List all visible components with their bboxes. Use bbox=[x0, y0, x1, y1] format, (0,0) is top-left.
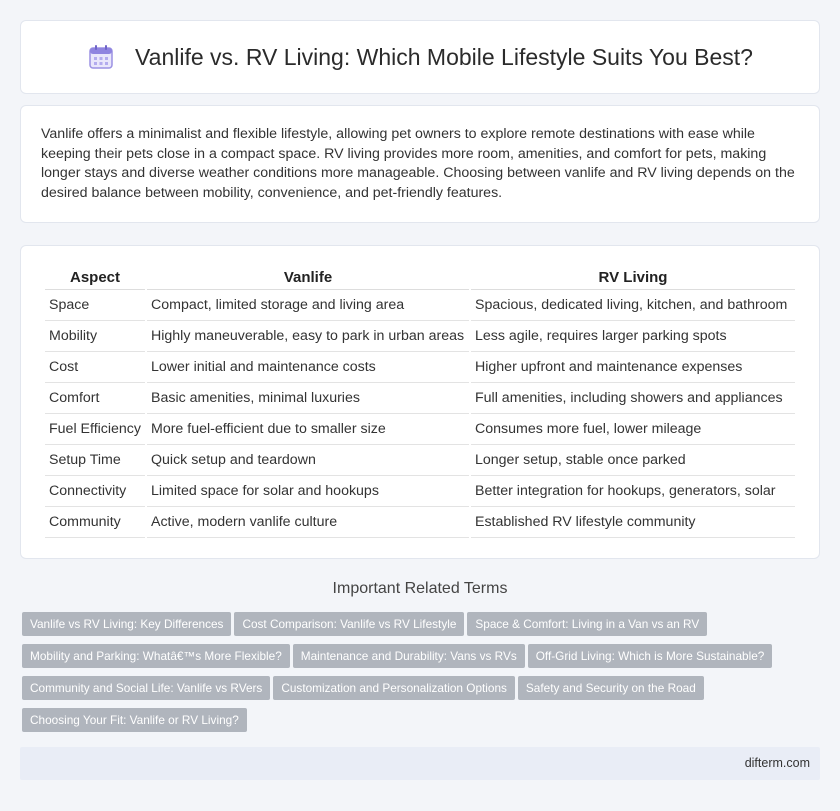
table-row bbox=[45, 352, 795, 383]
cell-rv-living: Established RV lifestyle community bbox=[471, 507, 795, 538]
cell-rv-living: Spacious, dedicated living, kitchen, and bathroom bbox=[471, 290, 795, 321]
table-row bbox=[45, 321, 795, 352]
cell-vanlife: More fuel-efficient due to smaller size bbox=[147, 414, 469, 445]
intro-card bbox=[20, 105, 820, 223]
cell-vanlife: Quick setup and teardown bbox=[147, 445, 469, 476]
table-row bbox=[45, 383, 795, 414]
related-term-tag[interactable]: Space & Comfort: Living in a Van vs an RV bbox=[467, 612, 707, 636]
related-terms-title: Important Related Terms bbox=[332, 580, 508, 597]
related-term-tag[interactable]: Safety and Security on the Road bbox=[518, 676, 704, 700]
related-terms-list bbox=[22, 612, 822, 740]
column-header-vanlife: Vanlife bbox=[147, 264, 469, 290]
cell-rv-living: Consumes more fuel, lower mileage bbox=[471, 414, 795, 445]
related-term-tag[interactable]: Off-Grid Living: Which is More Sustainable? bbox=[528, 644, 773, 668]
table-row bbox=[45, 507, 795, 538]
cell-rv-living: Higher upfront and maintenance expenses bbox=[471, 352, 795, 383]
cell-aspect: Comfort bbox=[45, 383, 145, 414]
table-row bbox=[45, 445, 795, 476]
intro-text: Vanlife offers a minimalist and flexible lifestyle, allowing pet owners to explore remote destinations with ease while keeping their pets close in a compact space. RV living provides more room, amenities, and comfort for pets, making longer stays and diverse weather conditions more manageable. Choosing between vanlife and RV living depends on the desired balance between mobility, convenience, and pet-friendly features. bbox=[41, 126, 795, 201]
cell-vanlife: Limited space for solar and hookups bbox=[147, 476, 469, 507]
comparison-table bbox=[43, 264, 797, 538]
table-header-row bbox=[45, 264, 795, 290]
related-term-tag[interactable]: Customization and Personalization Options bbox=[273, 676, 515, 700]
cell-aspect: Cost bbox=[45, 352, 145, 383]
table-row bbox=[45, 476, 795, 507]
table-row bbox=[45, 290, 795, 321]
cell-vanlife: Highly maneuverable, easy to park in urban areas bbox=[147, 321, 469, 352]
footer bbox=[20, 747, 820, 780]
related-term-tag[interactable]: Community and Social Life: Vanlife vs RVers bbox=[22, 676, 270, 700]
cell-rv-living: Less agile, requires larger parking spots bbox=[471, 321, 795, 352]
cell-aspect: Community bbox=[45, 507, 145, 538]
cell-aspect: Fuel Efficiency bbox=[45, 414, 145, 445]
header-card bbox=[20, 20, 820, 94]
footer-site-link[interactable]: difterm.com bbox=[744, 756, 810, 770]
cell-rv-living: Full amenities, including showers and appliances bbox=[471, 383, 795, 414]
cell-aspect: Space bbox=[45, 290, 145, 321]
table-row bbox=[45, 414, 795, 445]
related-term-tag[interactable]: Choosing Your Fit: Vanlife or RV Living? bbox=[22, 708, 247, 732]
cell-rv-living: Better integration for hookups, generators, solar bbox=[471, 476, 795, 507]
cell-aspect: Setup Time bbox=[45, 445, 145, 476]
cell-vanlife: Basic amenities, minimal luxuries bbox=[147, 383, 469, 414]
column-header-aspect: Aspect bbox=[45, 264, 145, 290]
column-header-rv-living: RV Living bbox=[471, 264, 795, 290]
cell-vanlife: Compact, limited storage and living area bbox=[147, 290, 469, 321]
cell-vanlife: Active, modern vanlife culture bbox=[147, 507, 469, 538]
cell-aspect: Mobility bbox=[45, 321, 145, 352]
related-term-tag[interactable]: Maintenance and Durability: Vans vs RVs bbox=[293, 644, 525, 668]
calendar-icon bbox=[87, 43, 115, 71]
cell-vanlife: Lower initial and maintenance costs bbox=[147, 352, 469, 383]
comparison-table-card bbox=[20, 245, 820, 559]
cell-rv-living: Longer setup, stable once parked bbox=[471, 445, 795, 476]
related-term-tag[interactable]: Mobility and Parking: Whatâ€™s More Flexible? bbox=[22, 644, 290, 668]
page-title: Vanlife vs. RV Living: Which Mobile Lifestyle Suits You Best? bbox=[135, 43, 753, 70]
related-term-tag[interactable]: Vanlife vs RV Living: Key Differences bbox=[22, 612, 231, 636]
cell-aspect: Connectivity bbox=[45, 476, 145, 507]
related-term-tag[interactable]: Cost Comparison: Vanlife vs RV Lifestyle bbox=[234, 612, 464, 636]
